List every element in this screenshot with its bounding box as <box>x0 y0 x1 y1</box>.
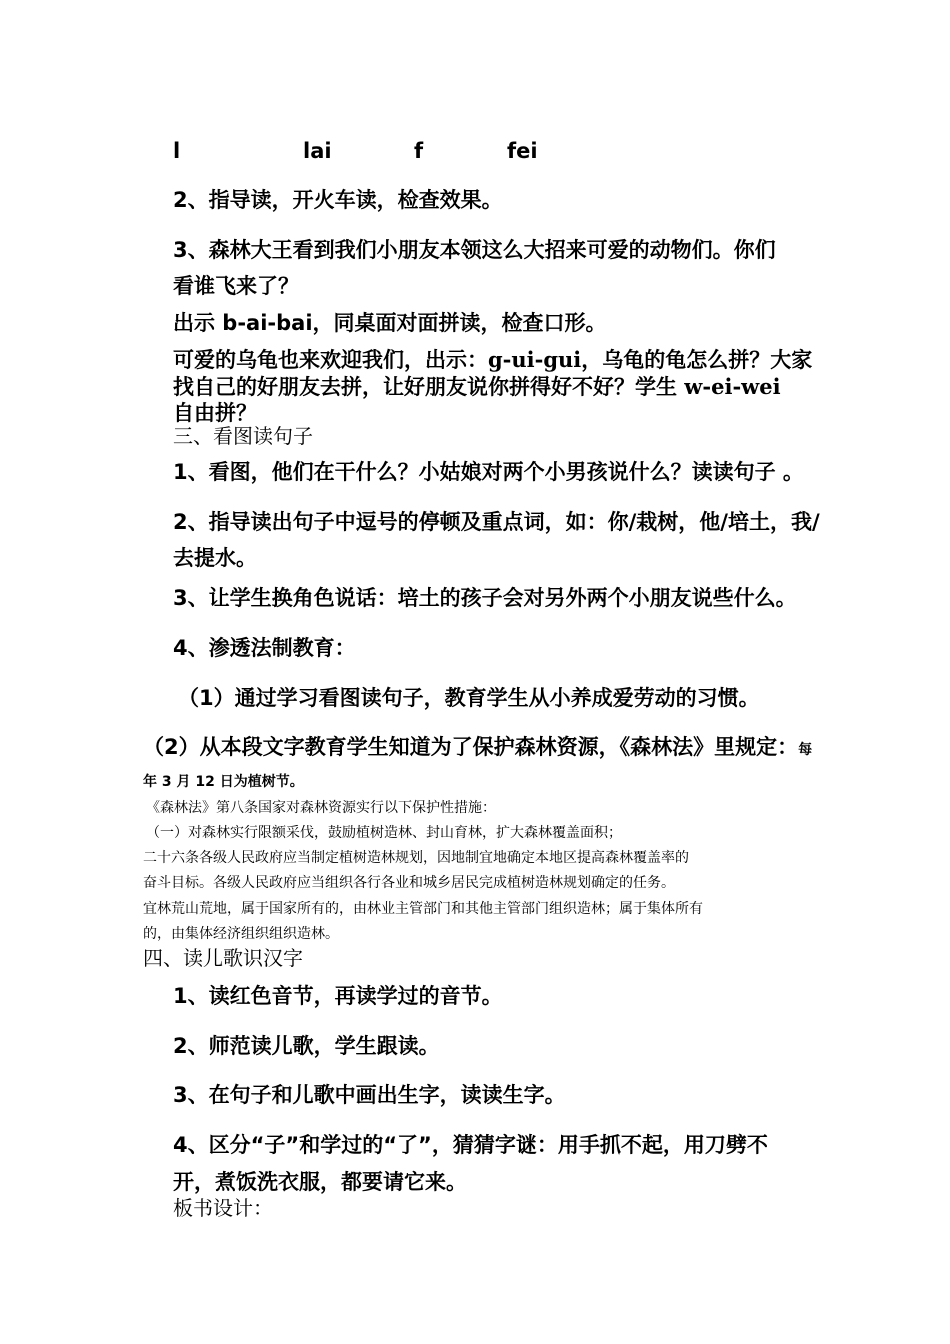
step-2-text: 2、指导读，开火车读，检查效果。 <box>173 188 503 212</box>
rhyme-step-4: 4、区分“子”和学过的“了”，猜猜字谜：用手抓不起，用刀劈不 <box>173 1133 768 1157</box>
step-3-text: 3、森林大王看到我们小朋友本领这么大招来可爱的动物们。你们 <box>173 238 776 262</box>
rhyme-step-3: 3、在句子和儿歌中画出生字，读读生字。 <box>173 1083 566 1107</box>
rhyme-step-2: 2、师范读儿歌，学生跟读。 <box>173 1034 440 1058</box>
forest-law-article-8: 《森林法》第八条国家对森林资源实行以下保护性措施： <box>146 800 496 816</box>
sentence-step-3: 3、让学生换角色说话：培土的孩子会对另外两个小朋友说些什么。 <box>173 586 797 610</box>
step-3-text-cont: 看谁飞来了？ <box>173 274 299 298</box>
law-point-2 <box>143 737 812 758</box>
pinyin-row <box>0 141 950 165</box>
show-bai-text: 出示 b-ai-bai，同桌面对面拼读，检查口形。 <box>173 311 607 335</box>
pinyin-fei: fei <box>507 139 538 163</box>
turtle-text: 可爱的乌龟也来欢迎我们，出示：g-ui-gui，乌龟的龟怎么拼？大家 <box>173 347 813 372</box>
turtle-text-end: 自由拼？ <box>173 400 257 425</box>
section-3-heading: 三、看图读句子 <box>173 424 313 448</box>
forest-law-wasteland-cont: 的，由集体经济组织组织造林。 <box>143 926 339 942</box>
forest-law-article-26-cont: 奋斗目标。各级人民政府应当组织各行各业和城乡居民完成植树造林规划确定的任务。 <box>143 875 675 891</box>
turtle-text-cont: 找自己的好朋友去拼，让好朋友说你拼得好不好？学生 w-ei-wei <box>173 374 781 399</box>
sentence-step-1: 1、看图，他们在干什么？小姑娘对两个小男孩说什么？读读句子 。 <box>173 460 804 484</box>
law-point-2-cont: 年 3 月 12 日为植树节。 <box>143 774 304 790</box>
forest-law-article-26: 二十六条各级人民政府应当制定植树造林规划，因地制宜地确定本地区提高森林覆盖率的 <box>143 850 689 866</box>
board-design-heading: 板书设计： <box>173 1196 273 1220</box>
law-point-2-main: （2）从本段文字教育学生知道为了保护森林资源，《森林法》里规定： <box>143 735 799 759</box>
pinyin-f: f <box>414 139 424 163</box>
forest-law-wasteland: 宜林荒山荒地，属于国家所有的，由林业主管部门和其他主管部门组织造林；属于集体所有 <box>143 901 703 917</box>
pinyin-l: l <box>173 139 181 163</box>
rhyme-step-1: 1、读红色音节，再读学过的音节。 <box>173 984 503 1008</box>
sentence-step-4: 4、渗透法制教育： <box>173 636 356 660</box>
forest-law-measure-1: （一）对森林实行限额采伐，鼓励植树造林、封山育林，扩大森林覆盖面积； <box>146 825 622 841</box>
rhyme-step-4-cont: 开，煮饭洗衣服，都要请它来。 <box>173 1170 467 1194</box>
section-4-heading: 四、读儿歌识汉字 <box>143 946 303 970</box>
law-point-1: （1）通过学习看图读句子，教育学生从小养成爱劳动的习惯。 <box>178 686 760 710</box>
sentence-step-2-cont: 去提水。 <box>173 546 257 570</box>
law-point-2-tail: 每 <box>798 742 813 758</box>
pinyin-lai: lai <box>303 139 332 163</box>
sentence-step-2: 2、指导读出句子中逗号的停顿及重点词，如：你/栽树，他/培土，我/ <box>173 510 820 534</box>
